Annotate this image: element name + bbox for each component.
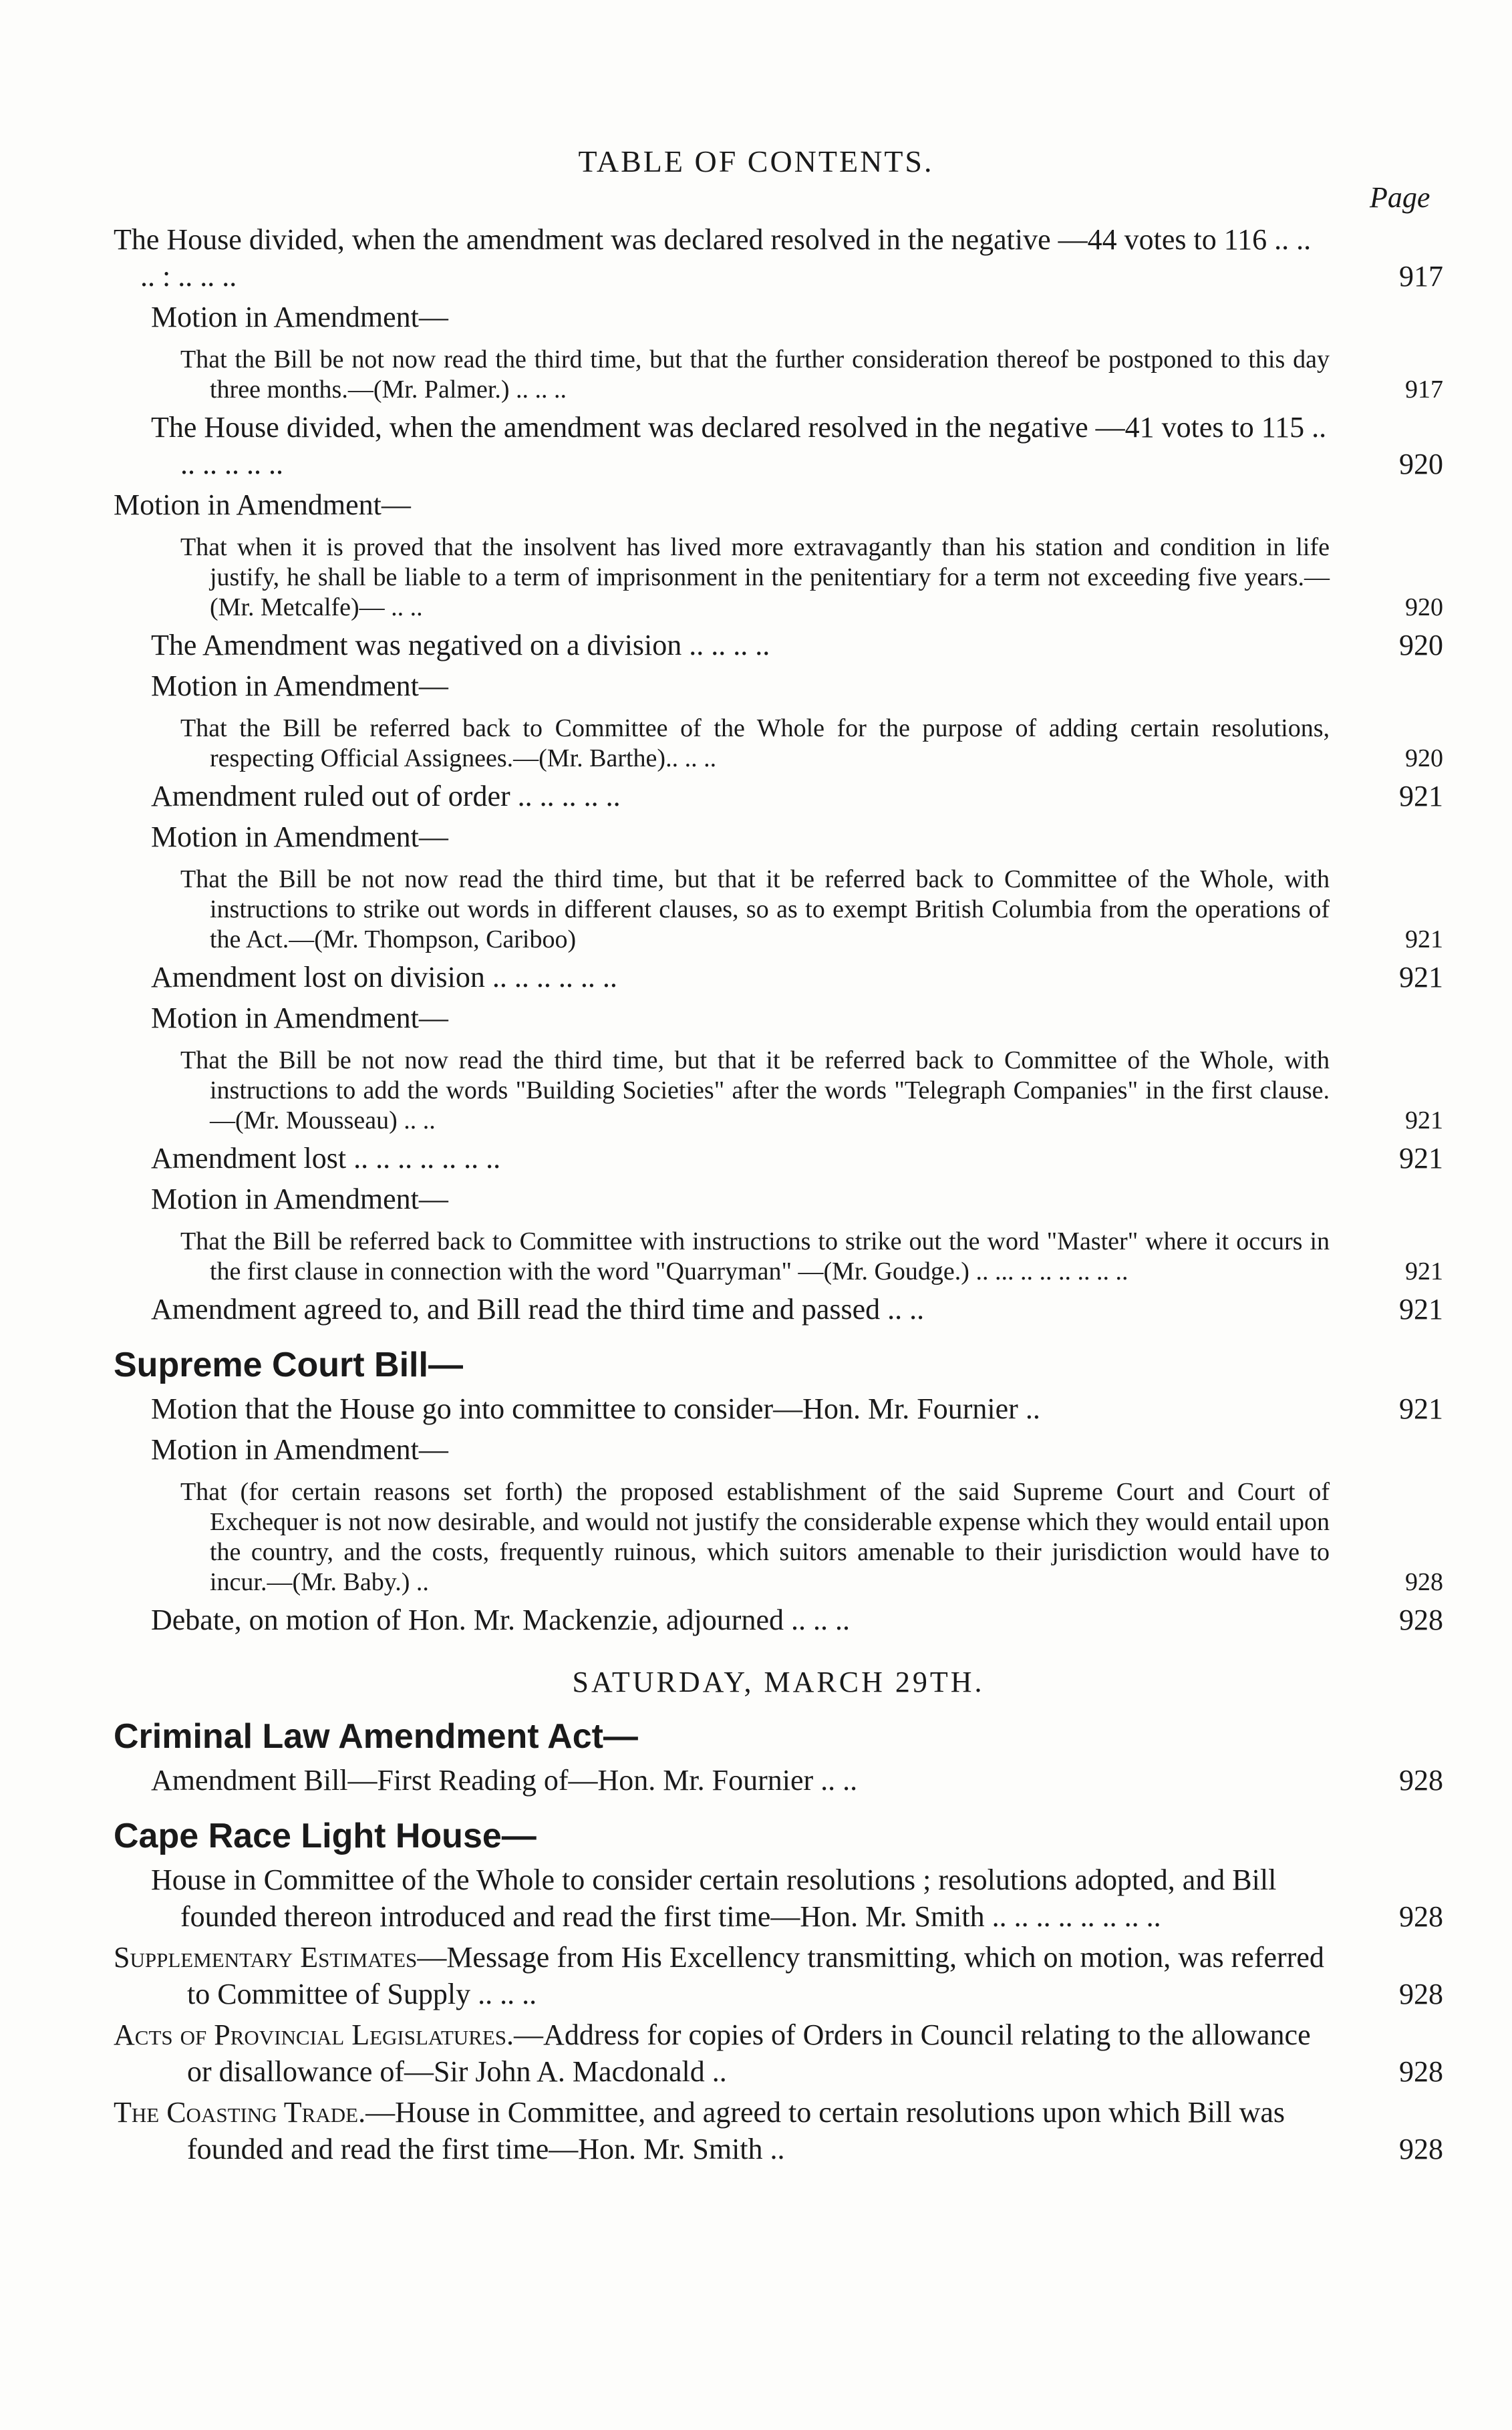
- entry-text: That the Bill be referred back to Committee with instructions to strike out the word "Master" where it occurs in the first clause in connection with the word "Quarryman" —(Mr. Goudge.) .. ... .. .. .. .. .. ..: [180, 1227, 1330, 1285]
- toc-entry: [114, 1000, 1443, 1036]
- toc-entry: [114, 778, 1443, 814]
- entry-body: —House in Committee, and agreed to certain resolutions upon which Bill was founded and read the first time—Hon. Mr. Smith ..: [187, 2096, 1286, 2165]
- page-number: 917: [1405, 375, 1443, 404]
- entry-text: Amendment lost .. .. .. .. .. .. ..: [151, 1142, 501, 1175]
- entry-body: —Address for copies of Orders in Council relating to the allowance or disallowance of—Sir John A. Macdonald ..: [187, 2018, 1311, 2088]
- toc-entry: [114, 1140, 1443, 1177]
- page-number: 917: [1399, 260, 1443, 293]
- toc-note: [114, 714, 1443, 774]
- toc-entry: [114, 2016, 1443, 2090]
- toc-entry: [114, 1602, 1443, 1638]
- page-number: 928: [1399, 1764, 1443, 1797]
- entry-text: [114, 1939, 1443, 2012]
- entry-body: —Message from His Excellency transmitting, which on motion, was referred to Committee of Supply .. .. ..: [187, 1941, 1324, 2010]
- entry-text: [114, 2094, 1443, 2167]
- page-title: TABLE OF CONTENTS.: [578, 144, 934, 178]
- page-number: 928: [1405, 1568, 1443, 1596]
- page-number: 920: [1405, 593, 1443, 621]
- toc-entry: [114, 818, 1443, 855]
- entry-text: Motion in Amendment—: [151, 669, 448, 702]
- entry-text: Motion in Amendment—: [151, 1002, 448, 1034]
- toc-entries: [114, 217, 1443, 2167]
- entry-text: That the Bill be not now read the third time, but that the further consideration thereof be postponed to this day three months.—(Mr. Palmer.) .. .. ..: [180, 345, 1330, 404]
- entry-text: Motion that the House go into committee to consider—Hon. Mr. Fournier ..: [151, 1392, 1040, 1425]
- toc-entry: [114, 1181, 1443, 1217]
- entry-text: That when it is proved that the insolvent has lived more extravagantly than his station and condition in life justify, he shall be liable to a term of imprisonment in the penitentiary for a term not exceeding five years.—(Mr. Metcalfe)— .. ..: [180, 533, 1330, 621]
- page-number: 920: [1399, 448, 1443, 480]
- entry-text: Motion in Amendment—: [151, 301, 448, 333]
- entry-text: That the Bill be not now read the third time, but that it be referred back to Committee of the Whole, with instructions to add the words "Building Societies" after the words "Telegraph Companies" in the first clause.—(Mr. Mousseau) .. ..: [180, 1046, 1330, 1134]
- entry-text: House in Committee of the Whole to consider certain resolutions ; resolutions adopted, and Bill founded thereon introduced and read the first time—Hon. Mr. Smith .. .. .. .. .. .. .. ..: [151, 1863, 1277, 1933]
- toc-entry: [114, 627, 1443, 663]
- toc-note: [114, 533, 1443, 623]
- page-number: 921: [1399, 1392, 1443, 1425]
- entry-text: Amendment lost on division .. .. .. .. .. ..: [151, 961, 617, 994]
- page-number: 921: [1399, 1142, 1443, 1175]
- toc-note: [114, 345, 1443, 405]
- page-number: 921: [1405, 1106, 1443, 1134]
- entry-text: Amendment ruled out of order .. .. .. .. ..: [151, 780, 621, 812]
- section-heading: Cape Race Light House—: [114, 1817, 537, 1855]
- date-heading: SATURDAY, MARCH 29TH.: [572, 1666, 985, 1698]
- entry-text: Motion in Amendment—: [151, 1433, 448, 1466]
- entry-text: Motion in Amendment—: [151, 820, 448, 853]
- entry-text: That (for certain reasons set forth) the proposed establishment of the said Supreme Court and Court of Exchequer is not now desirable, and would not justify the considerable expense which they would entail upon the country, and the costs, frequently ruinous, which suitors amenable to their jurisdiction would have to incur.—(Mr. Baby.) ..: [180, 1478, 1330, 1596]
- page-number: 921: [1405, 925, 1443, 953]
- section-heading: Criminal Law Amendment Act—: [114, 1717, 638, 1756]
- entry-text: The Amendment was negatived on a division .. .. .. ..: [151, 629, 770, 661]
- toc-entry: [114, 486, 1443, 523]
- entry-text: Debate, on motion of Hon. Mr. Mackenzie, adjourned .. .. ..: [151, 1604, 850, 1636]
- page-number: 928: [1399, 1604, 1443, 1636]
- entry-head: Supplementary Estimates: [114, 1941, 418, 1974]
- toc-entry: [114, 959, 1443, 996]
- toc-entry: [114, 1390, 1443, 1427]
- page-number: 920: [1405, 744, 1443, 772]
- toc-entry: [114, 1291, 1443, 1328]
- toc-note: [114, 865, 1443, 955]
- page-number: 928: [1399, 1978, 1443, 2010]
- entry-text: Motion in Amendment—: [114, 488, 411, 521]
- toc-note: [114, 1046, 1443, 1136]
- entry-text: The House divided, when the amendment was declared resolved in the negative —41 votes to 115 .. .. .. .. .. ..: [151, 411, 1327, 480]
- toc-entry: [114, 1431, 1443, 1468]
- page-number: 921: [1399, 780, 1443, 812]
- toc-entry: [114, 409, 1443, 482]
- toc-entry: [114, 667, 1443, 704]
- toc-entry: [114, 2094, 1443, 2167]
- page-number: 928: [1399, 2055, 1443, 2088]
- entry-text: Amendment Bill—First Reading of—Hon. Mr. Fournier .. ..: [151, 1764, 858, 1797]
- page-number: 928: [1399, 2133, 1443, 2165]
- toc-entry: [114, 1762, 1443, 1799]
- toc-entry: [114, 221, 1443, 295]
- page-number: 920: [1399, 629, 1443, 661]
- page-column-label: Page: [1370, 181, 1430, 214]
- toc-note: [114, 1477, 1443, 1598]
- entry-head: The Coasting Trade.: [114, 2096, 366, 2129]
- page-number: 921: [1399, 961, 1443, 994]
- section-heading: Supreme Court Bill—: [114, 1346, 463, 1384]
- page-number: 921: [1405, 1257, 1443, 1285]
- toc-entry: [114, 1861, 1443, 1935]
- entry-text: Motion in Amendment—: [151, 1183, 448, 1215]
- entry-text: That the Bill be referred back to Committee of the Whole for the purpose of adding certain resolutions, respecting Official Assignees.—(Mr. Barthe).. .. ..: [180, 714, 1330, 772]
- entry-text: Amendment agreed to, and Bill read the third time and passed .. ..: [151, 1293, 925, 1326]
- toc-entry: [114, 299, 1443, 335]
- entry-text: That the Bill be not now read the third time, but that it be referred back to Committee of the Whole, with instructions to strike out words in different clauses, so as to exempt British Columbia from the operations of the Act.—(Mr. Thompson, Cariboo): [180, 865, 1330, 953]
- page-number: 921: [1399, 1293, 1443, 1326]
- toc-entry: [114, 1939, 1443, 2012]
- page-number: 928: [1399, 1900, 1443, 1933]
- entry-head: Acts of Provincial Legislatures.: [114, 2018, 514, 2051]
- toc-note: [114, 1227, 1443, 1287]
- entry-text: [114, 2016, 1443, 2090]
- entry-text: The House divided, when the amendment was declared resolved in the negative —44 votes to 116 .. .. .. : .. .. ..: [114, 223, 1312, 293]
